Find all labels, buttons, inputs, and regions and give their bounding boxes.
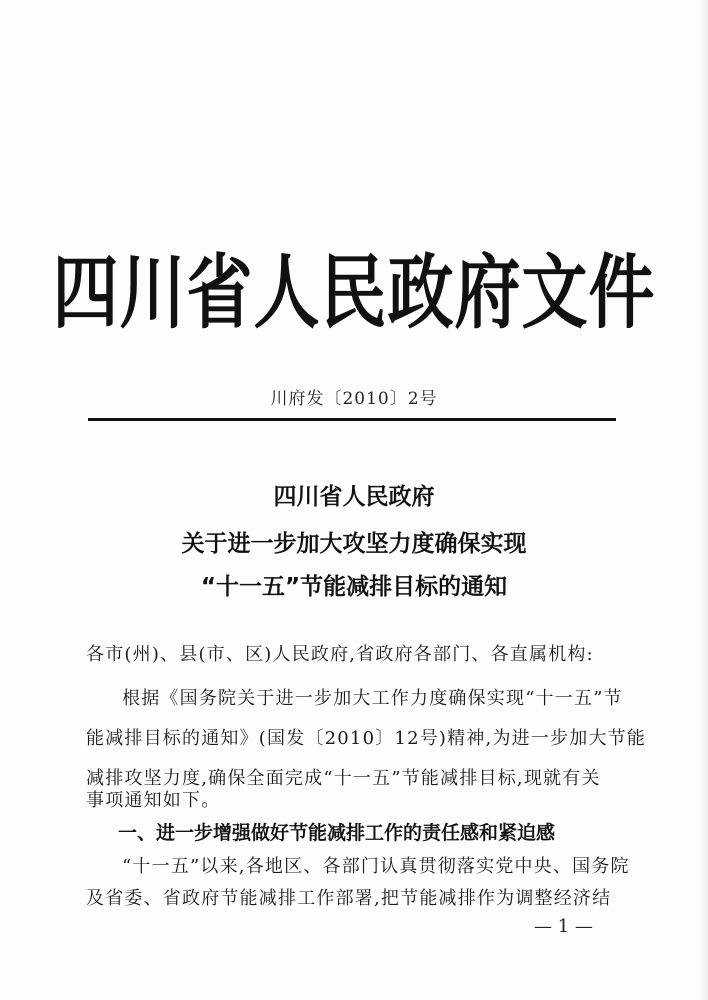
document-header-title: 四川省人民政府文件 <box>52 246 656 341</box>
paragraph1-line-4: 事项通知如下。 <box>86 790 221 811</box>
notice-title-line-2: 关于进一步加大攻坚力度确保实现 <box>181 531 527 557</box>
paragraph1-line-3: 减排攻坚力度,确保全面完成“十一五”节能减排目标,现就有关 <box>86 768 601 789</box>
section-1-heading: 一、进一步增强做好节能减排工作的责任感和紧迫感 <box>118 822 556 844</box>
paragraph1-line-2: 能减排目标的通知》(国发〔2010〕12号)精神,为进一步加大节能 <box>86 728 647 749</box>
notice-title-line-3: “十一五”节能减排目标的通知 <box>200 574 508 600</box>
page-number: — 1 — <box>534 916 593 937</box>
paragraph1-line-1: 根据《国务院关于进一步加大工作力度确保实现“十一五”节 <box>122 688 623 709</box>
notice-title-line-1: 四川省人民政府 <box>273 484 435 510</box>
document-number: 川府发〔2010〕2号 <box>270 389 438 409</box>
header-divider-rule <box>88 418 616 421</box>
paragraph2-line-1: “十一五”以来,各地区、各部门认真贯彻落实党中央、国务院 <box>122 856 630 877</box>
addressee-line: 各市(州)、县(市、区)人民政府,省政府各部门、各直属机构: <box>86 644 594 665</box>
paragraph2-line-2: 及省委、省政府节能减排工作部署,把节能减排作为调整经济结 <box>86 888 612 909</box>
